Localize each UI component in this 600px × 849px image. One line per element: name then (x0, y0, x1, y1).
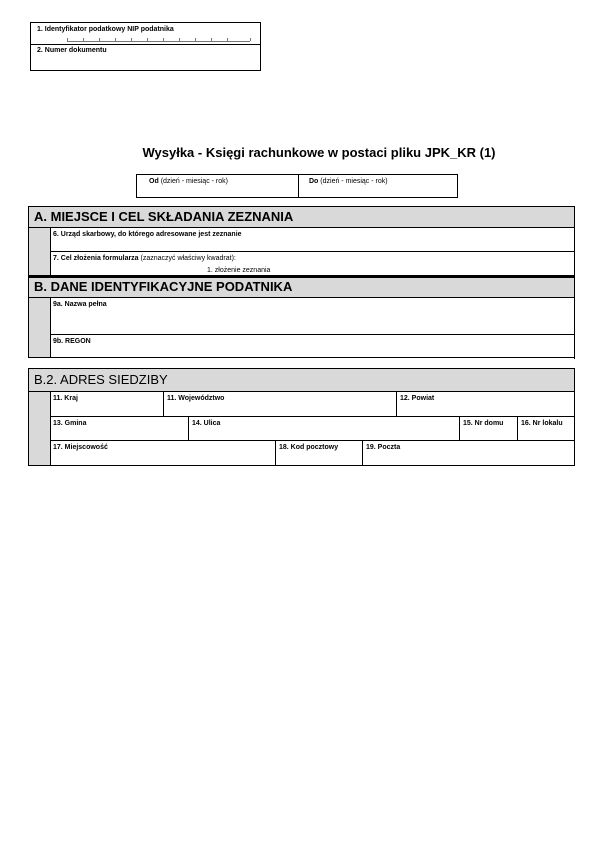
section-a-heading: A. MIEJSCE I CEL SKŁADANIA ZEZNANIA (34, 209, 294, 224)
county-field[interactable] (397, 392, 575, 417)
street-label: 14. Ulica (192, 420, 221, 427)
nip-input[interactable] (67, 36, 250, 42)
section-b2-header (29, 369, 574, 392)
identifier-box (30, 22, 261, 71)
regon-label: 9b. REGON (53, 338, 91, 345)
section-b2-strip (29, 392, 51, 465)
period-from-hint: (dzień - miesiąc - rok) (160, 178, 228, 185)
street-field[interactable] (189, 417, 460, 441)
city-field[interactable] (50, 441, 276, 466)
section-b-strip (29, 298, 51, 357)
period-from-field[interactable] (137, 175, 298, 197)
municipality-label: 13. Gmina (53, 420, 87, 427)
period-box (136, 174, 458, 198)
purpose-field (50, 252, 575, 277)
tax-office-field[interactable] (50, 228, 575, 252)
purpose-option[interactable]: 1. złożenie zeznania (207, 267, 271, 274)
apartment-number-label: 16. Nr lokalu (521, 420, 563, 427)
section-a-header (29, 207, 574, 228)
purpose-label: 7. Cel złożenia formularza (53, 255, 139, 262)
section-b2 (28, 368, 575, 466)
nip-label: 1. Identyfikator podatkowy NIP podatnika (37, 26, 174, 33)
period-to-label: Do (309, 178, 319, 185)
house-number-label: 15. Nr domu (463, 420, 504, 427)
period-to-hint: (dzień - miesiąc - rok) (320, 178, 388, 185)
document-number-label: 2. Numer dokumentu (37, 47, 107, 54)
municipality-field[interactable] (50, 417, 189, 441)
page-title: Wysyłka - Księgi rachunkowe w postaci pliku JPK_KR (1) (142, 145, 496, 160)
section-b (28, 276, 575, 358)
section-b-heading: B. DANE IDENTYFIKACYJNE PODATNIKA (34, 279, 293, 294)
postal-code-label: 18. Kod pocztowy (279, 444, 339, 451)
full-name-label: 9a. Nazwa pełna (53, 301, 107, 308)
post-office-label: 19. Poczta (366, 444, 401, 451)
period-from-label: Od (149, 178, 159, 185)
regon-field[interactable] (50, 335, 575, 359)
document-number-input[interactable] (31, 55, 260, 70)
country-field[interactable] (50, 392, 164, 417)
voivodeship-field[interactable] (164, 392, 397, 417)
section-b-header (29, 278, 574, 298)
divider (31, 44, 260, 45)
period-to-field[interactable] (298, 175, 457, 197)
country-label: 11. Kraj (53, 395, 78, 402)
section-a-strip (29, 228, 51, 275)
house-number-field[interactable] (460, 417, 518, 441)
voivodeship-label: 11. Województwo (167, 395, 225, 402)
tax-office-label: 6. Urząd skarbowy, do którego adresowane jest zeznanie (53, 231, 242, 238)
post-office-field[interactable] (363, 441, 575, 466)
city-label: 17. Miejscowość (53, 444, 108, 451)
purpose-hint: (zaznaczyć właściwy kwadrat): (140, 255, 236, 262)
section-b2-heading: B.2. ADRES SIEDZIBY (34, 372, 168, 387)
county-label: 12. Powiat (400, 395, 435, 402)
postal-code-field[interactable] (276, 441, 363, 466)
apartment-number-field[interactable] (518, 417, 575, 441)
section-a (28, 206, 575, 276)
full-name-field[interactable] (50, 298, 575, 335)
